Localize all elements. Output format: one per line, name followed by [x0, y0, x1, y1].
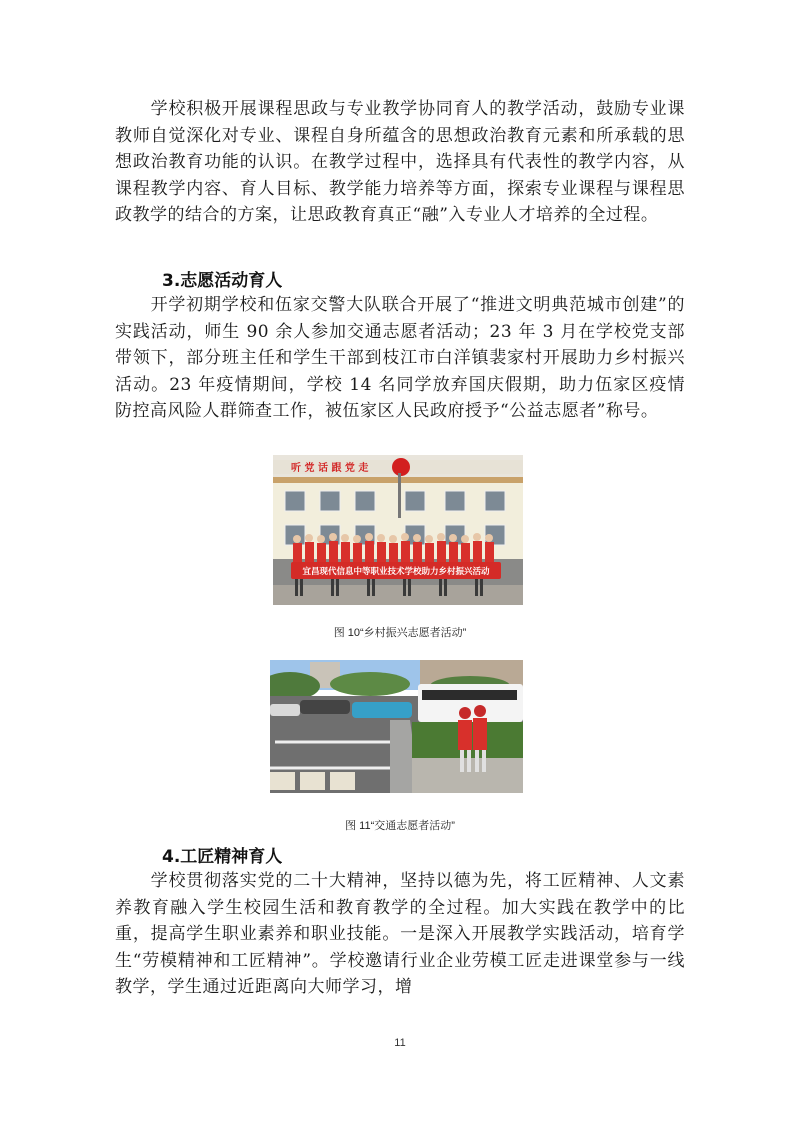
building-sign: 听 党 话 跟 党 走	[291, 463, 369, 474]
figure-10-caption: 图 10“乡村振兴志愿者活动”	[333, 627, 467, 639]
page-number: 11	[394, 1037, 406, 1049]
figure-10-photo	[273, 455, 523, 605]
paragraph-craftsmanship: 学校贯彻落实党的二十大精神，坚持以德为先，将工匠精神、人文素养教育融入学生校园生活和教育教学的全过程。加大实践在教学中的比重，提高学生职业素养和职业技能。一是深入开展教学实践活动，培育学生“劳模精神和工匠精神”。学校邀请行业企业劳模工匠走进课堂参与一线教学，学生通过近距离向大师学习，增	[115, 871, 685, 997]
activity-banner: 宜昌现代信息中等职业技术学校助力乡村振兴活动	[302, 567, 490, 577]
section-heading-craftsmanship: 4.工匠精神育人	[162, 847, 283, 867]
paragraph-volunteer: 开学初期学校和伍家交警大队联合开展了“推进文明典范城市创建”的实践活动，师生 90 余人参加交通志愿者活动；23 年 3 月在学校党支部带领下，部分班主任和学生干部到枝江市白洋镇裴家村开展助力乡村振兴活动。23 年疫情期间，学校 14 名同学放弃国庆假期，助力伍家区疫情防控高风险人群筛查工作，被伍家区人民政府授予“公益志愿者”称号。	[115, 295, 685, 421]
figure-11-photo	[270, 660, 523, 793]
figure-11-caption: 图 11“交通志愿者活动”	[345, 820, 455, 832]
section-heading-volunteer: 3.志愿活动育人	[162, 271, 283, 291]
paragraph-curriculum-ideology: 学校积极开展课程思政与专业教学协同育人的教学活动，鼓励专业课教师自觉深化对专业、课程自身所蕴含的思想政治教育元素和所承载的思想政治教育功能的认识。在教学过程中，选择具有代表性的教学内容，从课程教学内容、育人目标、教学能力培养等方面，探索专业课程与课程思政教学的结合的方案，让思政教育真正“融”入专业人才培养的全过程。	[115, 99, 685, 225]
